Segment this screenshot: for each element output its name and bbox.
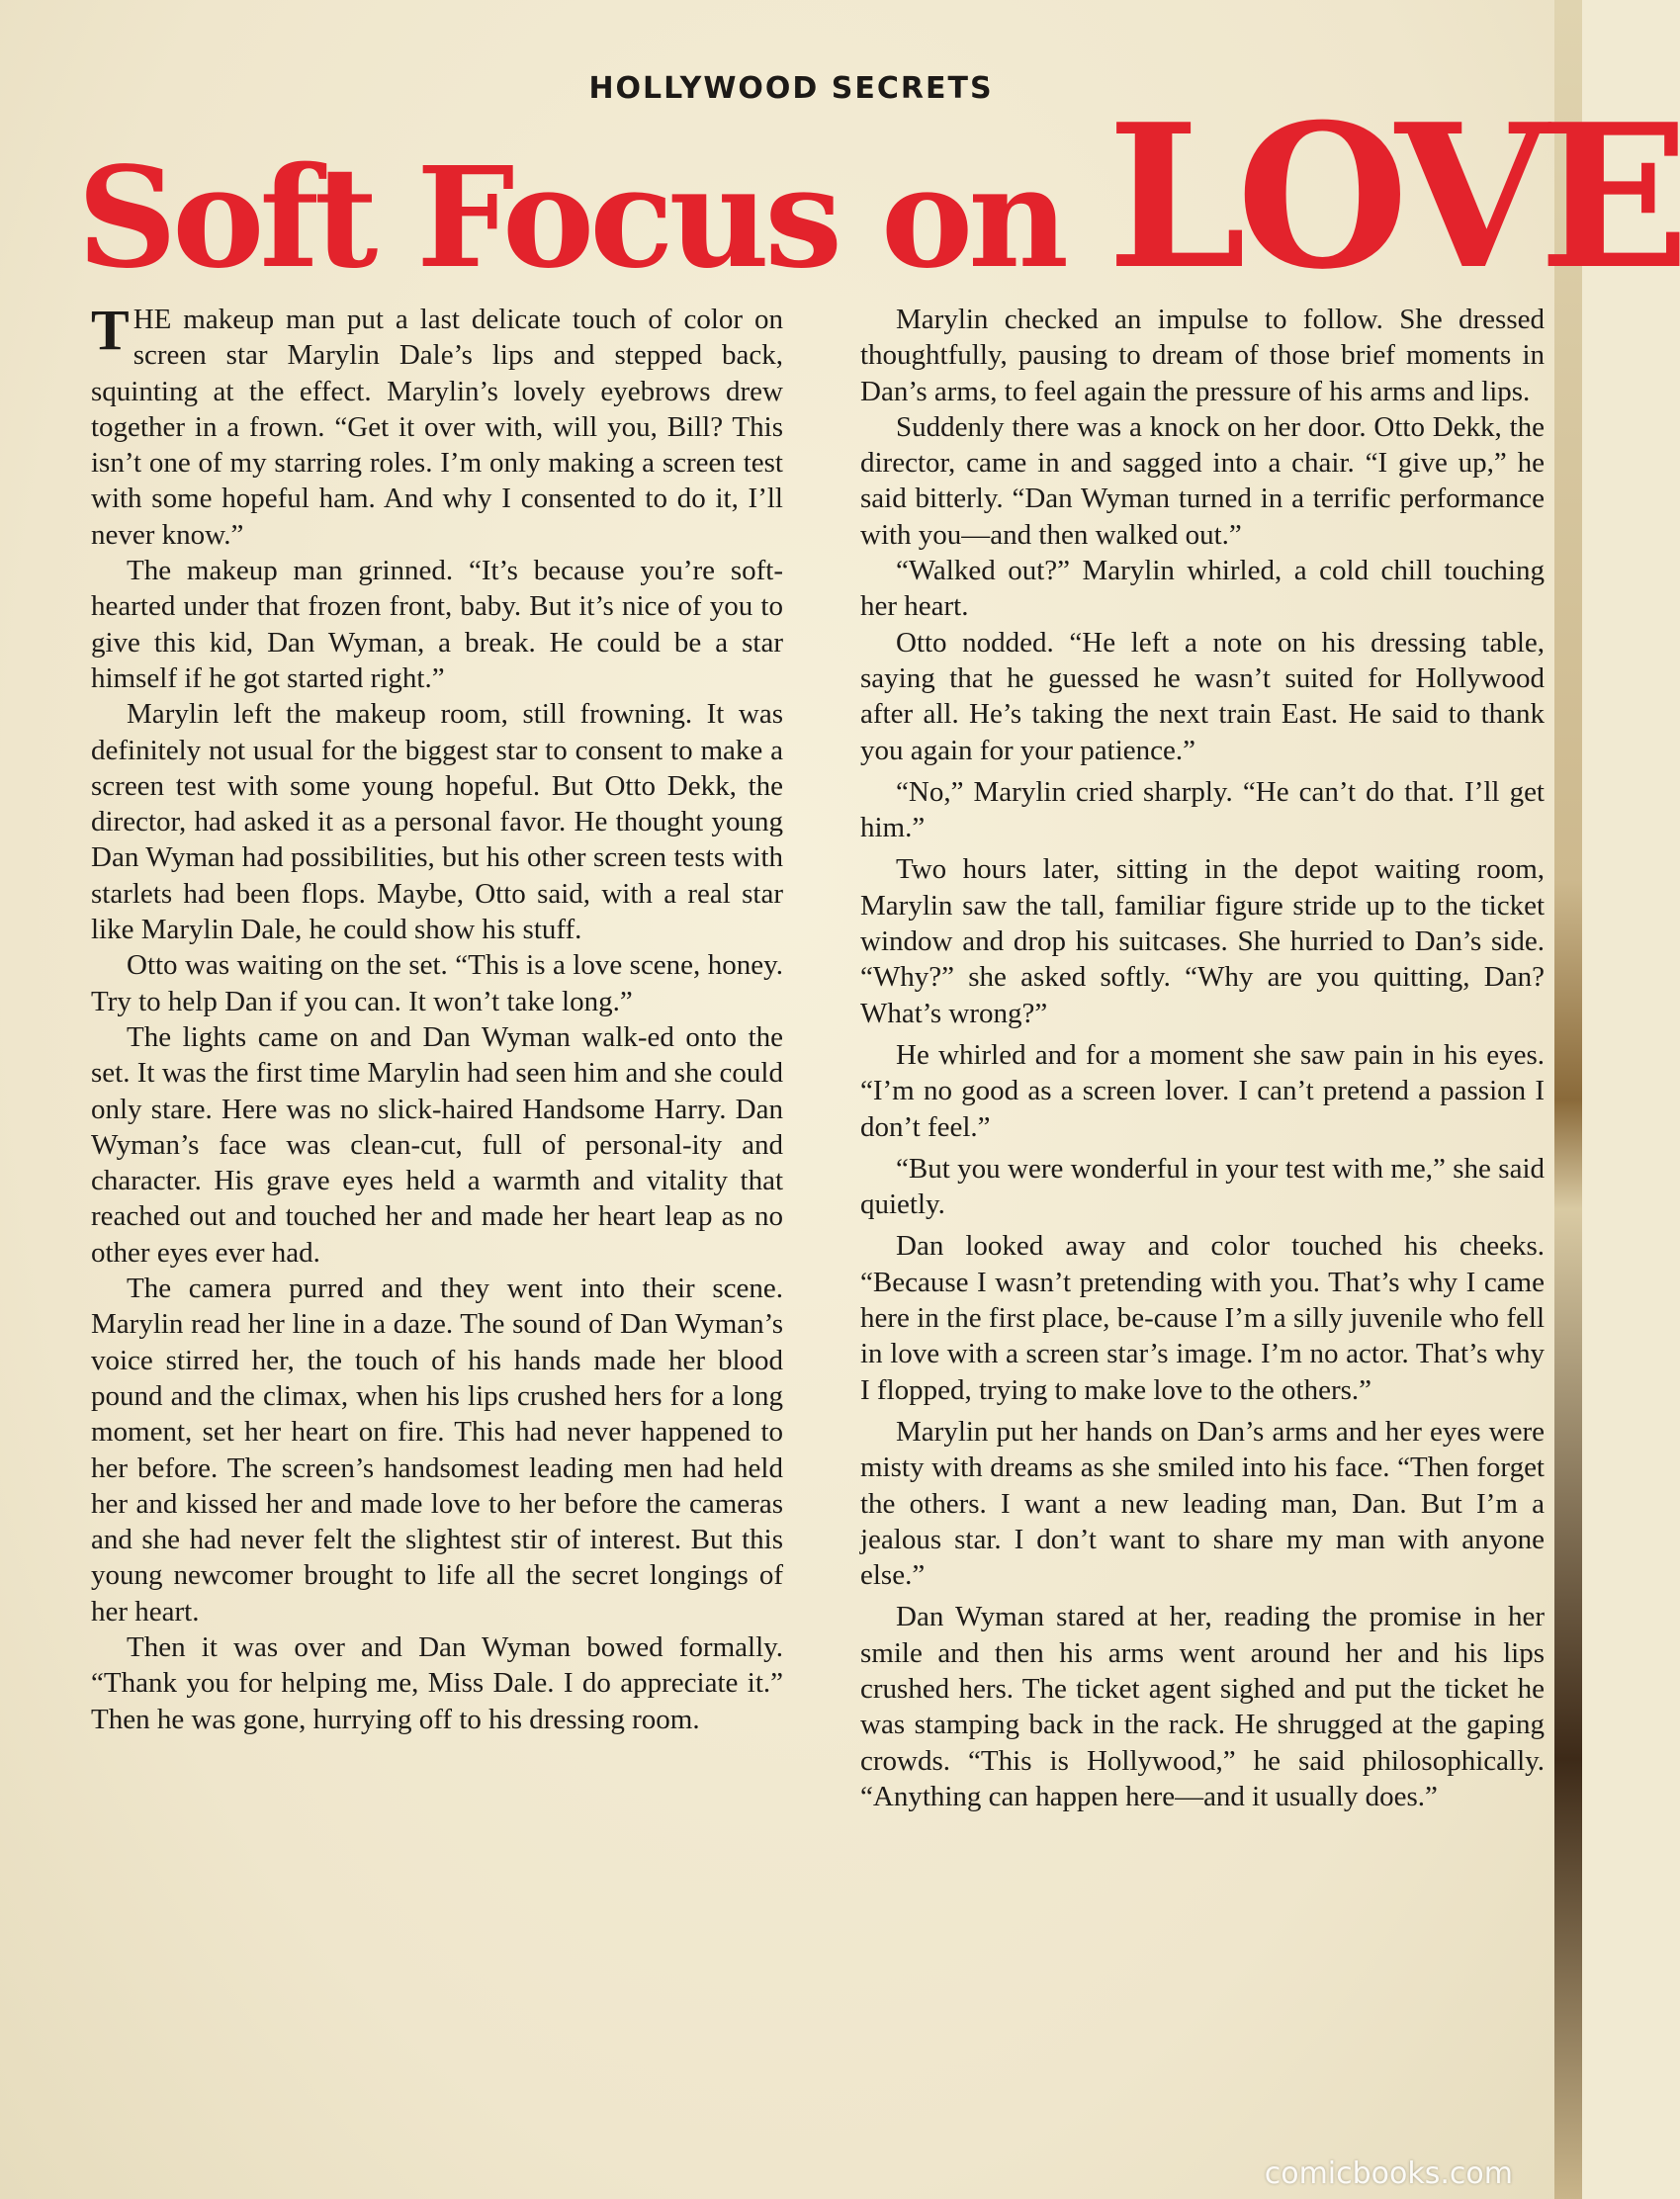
paragraph: Dan Wyman stared at her, reading the promise in her smile and then his arms went around her and his lips crushed hers. The ticket agent sighed and put the ticket he was stamping back in the rack. He shrugged at the gaping crowds. “This is Hollywood,” he said philosophically. “Anything can happen here—and it usually does.” xyxy=(860,1601,1545,1812)
paragraph: The makeup man grinned. “It’s because you’re soft-hearted under that frozen front, baby. But it’s nice of you to give this kid, Dan Wyman, a break. He could be a star himself if he got started right.” xyxy=(91,555,783,694)
paragraph: Otto was waiting on the set. “This is a love scene, honey. Try to help Dan if you can. It won’t take long.” xyxy=(91,949,783,1017)
paragraph: The lights came on and Dan Wyman walk-ed onto the set. It was the first time Marylin had seen him and she could only stare. Here was no slick-haired Handsome Harry. Dan Wyman’s face was clean-cut, full of personal-ity and character. His grave eyes held a warmth and vitality that reached out and touched her and made her heart leap as no other eyes ever had. xyxy=(91,1020,783,1269)
paragraph: Then it was over and Dan Wyman bowed formally. “Thank you for helping me, Miss Dale. I do appreciate it.” Then he was gone, hurrying off to his dressing room. xyxy=(91,1630,783,1735)
paragraph: “Walked out?” Marylin whirled, a cold chill touching her heart. xyxy=(860,555,1545,623)
left-column xyxy=(91,298,783,1737)
paragraph: “No,” Marylin cried sharply. “He can’t do that. I’ll get him.” xyxy=(860,775,1545,844)
paragraph: Marylin left the makeup room, still frowning. It was definitely not usual for the biggest star to consent to make a screen test with some young hopeful. But Otto Dekk, the director, had asked it as a personal favor. He thought young Dan Wyman had possibilities, but his other screen tests with starlets had been flops. Maybe, Otto said, with a real star like Marylin Dale, he could show his stuff. xyxy=(91,698,783,946)
adjacent-page-edge xyxy=(1554,0,1582,2199)
section-kicker: HOLLYWOOD SECRETS xyxy=(588,71,994,106)
paragraph: He whirled and for a moment she saw pain in his eyes. “I’m no good as a screen lover. I can’t pretend a passion I don’t feel.” xyxy=(860,1038,1545,1143)
paragraph: “But you were wonderful in your test with me,” she said quietly. xyxy=(860,1152,1545,1221)
paragraph: The camera purred and they went into their scene. Marylin read her line in a daze. The sound of Dan Wyman’s voice stirred her, the touch of his hands made her blood pound and the climax, when his lips crushed hers for a long moment, set her heart on fire. This had never happened to her before. The screen’s handsomest leading men had held her and kissed her and made love to her before the cameras and she had never felt the slightest stir of interest. But this young newcomer brought to life all the secret longings of her heart. xyxy=(91,1273,783,1627)
paragraph-text: HE makeup man put a last delicate touch of color on screen star Marylin Dale’s lips and stepped back, squinting at the effect. Marylin’s lovely eyebrows drew together in a frown. “Get it over with, will you, Bill? This isn’t one of my starring roles. I’m only making a screen test with some hopeful ham. And why I consented to do it, I’ll never know.” xyxy=(91,304,783,551)
paragraph: Suddenly there was a knock on her door. Otto Dekk, the director, came in and sagged into a chair. “I give up,” he said bitterly. “Dan Wyman turned in a terrific performance with you—and then walked out.” xyxy=(860,410,1545,551)
paragraph: Marylin put her hands on Dan’s arms and her eyes were misty with dreams as she smiled into his face. “Then forget the others. I want a new leading man, Dan. But I’m a jealous star. I don’t want to share my man with anyone else.” xyxy=(860,1415,1545,1592)
paragraph xyxy=(91,298,783,553)
headline-part-2: LOVE xyxy=(1106,81,1680,313)
drop-cap: T xyxy=(91,298,130,362)
paragraph: Two hours later, sitting in the depot waiting room, Marylin saw the tall, familiar figure stride up to the ticket window and drop his suitcases. She hurried to Dan’s side. “Why?” she asked softly. “Why are you quitting, Dan? What’s wrong?” xyxy=(860,853,1545,1029)
right-column xyxy=(860,302,1545,1814)
paragraph: Otto nodded. “He left a note on his dressing table, saying that he guessed he wasn’t suited for Hollywood after all. He’s taking the next train East. He said to thank you again for your patience.” xyxy=(860,626,1545,766)
paragraph: Marylin checked an impulse to follow. She dressed thoughtfully, pausing to dream of those brief moments in Dan’s arms, to feel again the pressure of his arms and lips. xyxy=(860,304,1545,407)
headline-part-1: Soft Focus on xyxy=(77,137,1107,300)
paragraph: Dan looked away and color touched his cheeks. “Because I wasn’t pretending with you. That’s why I came here in the first place, be-cause I’m a silly juvenile who fell in love with a screen star’s image. I’m no actor. That’s why I flopped, trying to make love to the others.” xyxy=(860,1230,1545,1406)
site-watermark: comicbooks.com xyxy=(1264,2156,1513,2191)
